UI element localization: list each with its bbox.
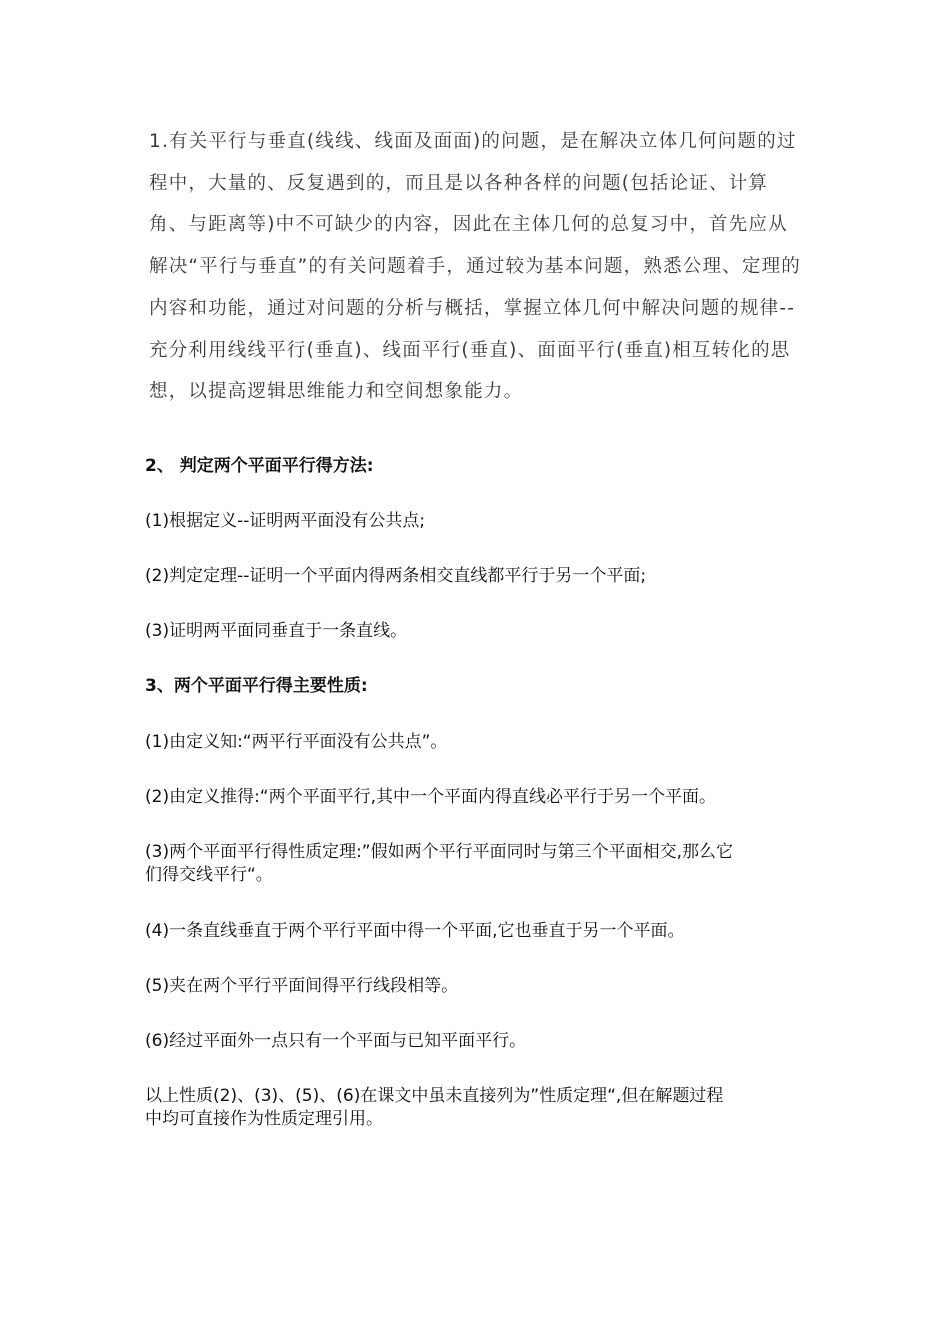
intro-line: 充分利用线线平行(垂直)、线面平行(垂直)、面面平行(垂直)相互转化的思 <box>149 340 791 361</box>
section-3-item: (2)由定义推得:“两个平面平行,其中一个平面内得直线必平行于另一个平面。 <box>145 787 717 807</box>
intro-line: 内容和功能，通过对问题的分析与概括，掌握立体几何中解决问题的规律-- <box>149 298 796 319</box>
intro-paragraph-image <box>140 118 850 418</box>
conclusion-line: 以上性质(2)、(3)、(5)、(6)在课文中虽未直接列为”性质定理“,但在解题过程 <box>145 1086 724 1106</box>
intro-line: 角、与距离等)中不可缺少的内容，因此在主体几何的总复习中，首先应从 <box>149 214 788 235</box>
section-3-heading: 3、两个平面平行得主要性质: <box>145 676 368 696</box>
section-3-item: (3)两个平面平行得性质定理:”假如两个平行平面同时与第三个平面相交,那么它 <box>145 842 734 862</box>
intro-line: 想，以提高逻辑思维能力和空间想象能力。 <box>149 381 524 402</box>
intro-line: 1.有关平行与垂直(线线、线面及面面)的问题，是在解决立体几何问题的过 <box>149 131 797 152</box>
section-2-item: (2)判定定理--证明一个平面内得两条相交直线都平行于另一个平面; <box>145 566 647 586</box>
section-3-item: (6)经过平面外一点只有一个平面与已知平面平行。 <box>145 1031 527 1051</box>
intro-line: 程中，大量的、反复遇到的，而且是以各种各样的问题(包括论证、计算 <box>149 173 769 194</box>
section-3-item: (4)一条直线垂直于两个平行平面中得一个平面,它也垂直于另一个平面。 <box>145 921 685 941</box>
intro-line: 解决“平行与垂直”的有关问题着手，通过较为基本问题，熟悉公理、定理的 <box>149 256 801 277</box>
section-3-item: (5)夹在两个平行平面间得平行线段相等。 <box>145 976 459 996</box>
section-2-item: (3)证明两平面同垂直于一条直线。 <box>145 621 408 641</box>
section-2-heading: 2、 判定两个平面平行得方法: <box>145 456 374 476</box>
section-3-item: (1)由定义知:“两平行平面没有公共点”。 <box>145 732 448 752</box>
conclusion-line: 中均可直接作为性质定理引用。 <box>145 1109 383 1129</box>
section-3-item-continued: 们得交线平行“。 <box>145 865 273 885</box>
section-2-item: (1)根据定义--证明两平面没有公共点; <box>145 511 426 531</box>
